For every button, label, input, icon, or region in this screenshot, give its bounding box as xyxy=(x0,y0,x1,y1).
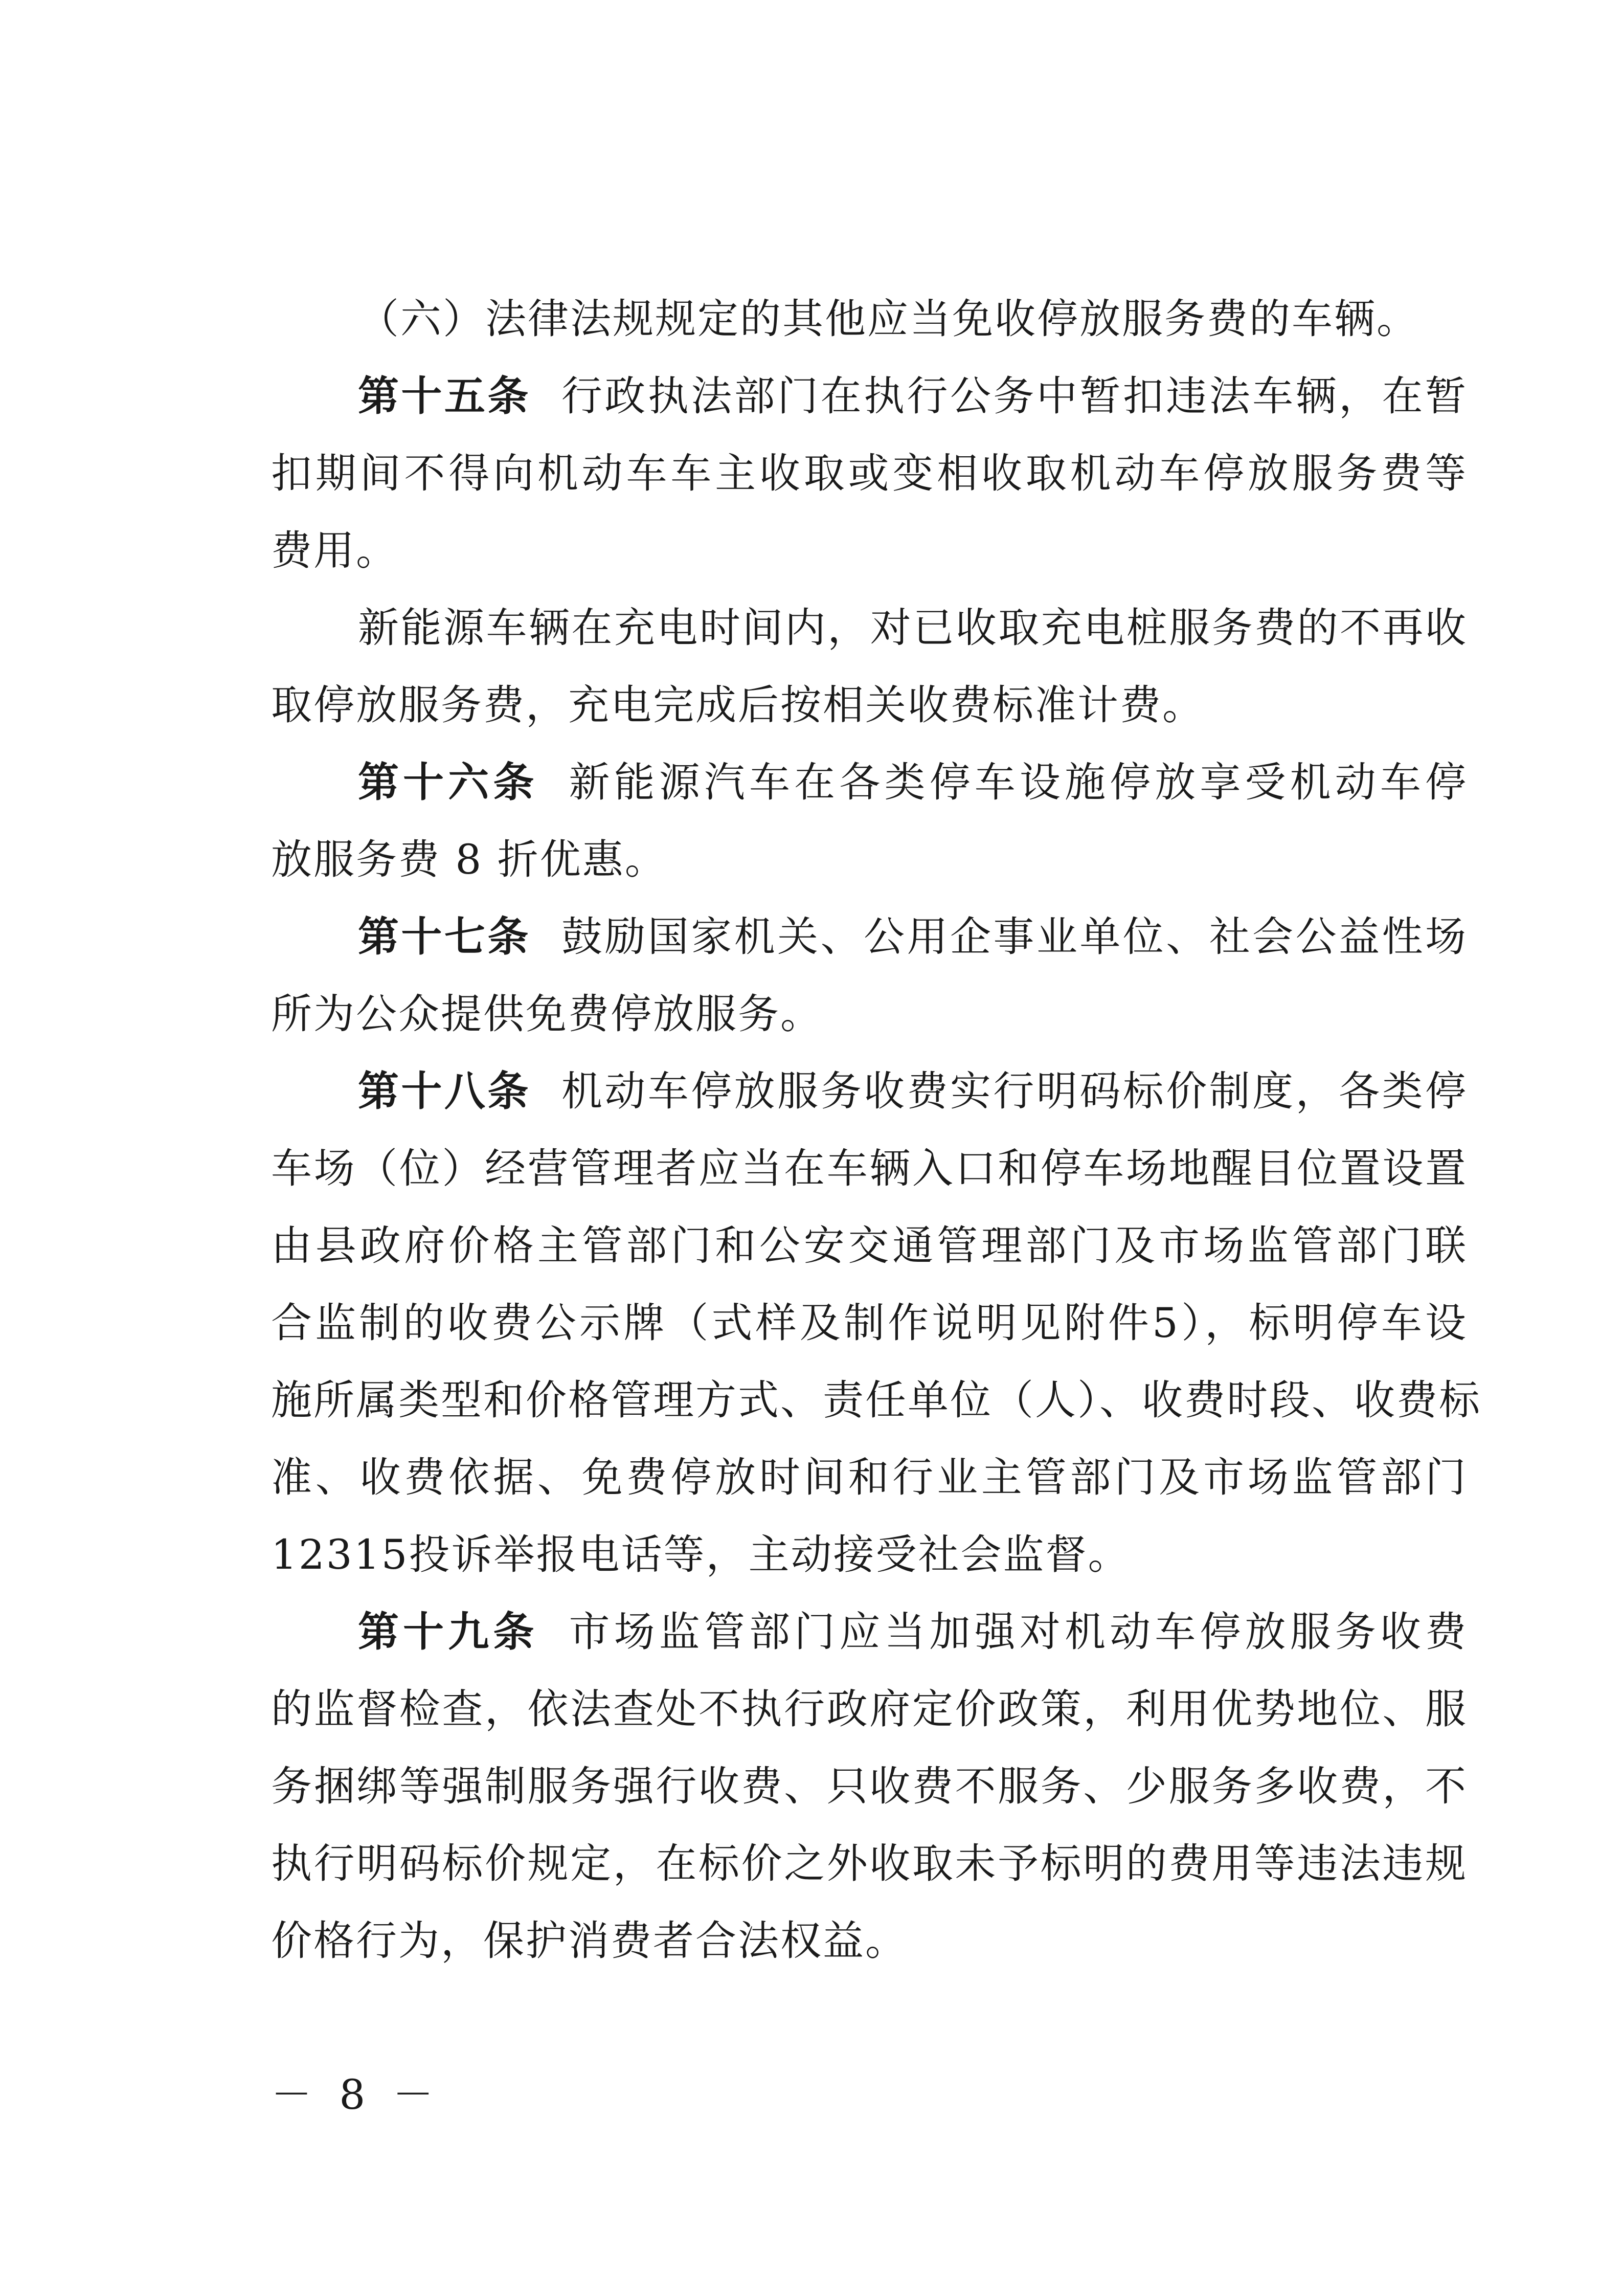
line-text: 12315投诉举报电话等，主动接受社会监督。 xyxy=(271,1531,1131,1578)
line-text: 准、收费依据、免费停放时间和行业主管部门及市场监管部门 xyxy=(271,1454,1468,1501)
line-text: 鼓励国家机关、公用企事业单位、社会公益性场 xyxy=(561,913,1468,961)
text-line xyxy=(271,1053,1468,1130)
article-label: 第十七条 xyxy=(358,913,531,961)
article-label: 第十八条 xyxy=(358,1067,531,1115)
text-line xyxy=(271,1362,1481,1439)
line-text: 价格行为，保护消费者合法权益。 xyxy=(271,1917,908,1965)
line-text: 放服务费 8 折优惠。 xyxy=(271,836,667,883)
text-line xyxy=(271,1748,1468,1825)
line-text: 市场监管部门应当加强对机动车停放服务收费 xyxy=(569,1608,1468,1656)
page-number: － 8 － xyxy=(271,2071,441,2119)
line-text: 机动车停放服务收费实行明码标价制度，各类停 xyxy=(561,1067,1468,1115)
text-line xyxy=(271,1516,1468,1593)
text-line xyxy=(271,821,1468,898)
line-text: 取停放服务费，充电完成后按相关收费标准计费。 xyxy=(271,681,1205,729)
line-text: 施所属类型和价格管理方式、责任单位（人）、收费时段、收费标 xyxy=(271,1376,1481,1424)
text-line xyxy=(271,1130,1468,1207)
text-line xyxy=(271,1670,1468,1748)
text-line xyxy=(271,589,1468,666)
line-text: 所为公众提供免费停放服务。 xyxy=(271,990,823,1038)
line-text: 由县政府价格主管部门和公安交通管理部门及市场监管部门联 xyxy=(271,1222,1468,1269)
article-label: 第十九条 xyxy=(358,1608,538,1656)
line-text: 新能源汽车在各类停车设施停放享受机动车停 xyxy=(569,759,1468,806)
line-text: 车场（位）经营管理者应当在车辆入口和停车场地醒目位置设置 xyxy=(271,1145,1468,1192)
text-line xyxy=(271,1439,1468,1516)
line-text: 合监制的收费公示牌（式样及制作说明见附件5），标明停车设 xyxy=(271,1299,1468,1347)
text-line xyxy=(271,358,1468,435)
text-line xyxy=(271,435,1468,512)
text-line xyxy=(271,512,1468,589)
line-text: 扣期间不得向机动车车主收取或变相收取机动车停放服务费等 xyxy=(271,450,1468,497)
line-text: 行政执法部门在执行公务中暂扣违法车辆，在暂 xyxy=(561,372,1468,420)
body-text xyxy=(271,280,1481,1979)
line-text: 执行明码标价规定，在标价之外收取未予标明的费用等违法违规 xyxy=(271,1840,1468,1887)
text-line xyxy=(271,1825,1468,1902)
line-text: 的监督检查，依法查处不执行政府定价政策，利用优势地位、服 xyxy=(271,1685,1468,1733)
text-line xyxy=(271,744,1468,821)
text-line xyxy=(271,1207,1468,1284)
text-line xyxy=(271,280,1468,358)
line-text: （六）法律法规规定的其他应当免收停放服务费的车辆。 xyxy=(358,295,1419,343)
text-line xyxy=(271,1902,1468,1979)
line-text: 费用。 xyxy=(271,527,398,574)
line-text: 新能源车辆在充电时间内，对已收取充电桩服务费的不再收 xyxy=(358,604,1468,652)
text-line xyxy=(271,666,1468,744)
article-label: 第十六条 xyxy=(358,759,538,806)
text-line xyxy=(271,1284,1468,1362)
text-line xyxy=(271,898,1468,975)
line-text: 务捆绑等强制服务强行收费、只收费不服务、少服务多收费，不 xyxy=(271,1763,1468,1810)
text-line xyxy=(271,975,1468,1053)
article-label: 第十五条 xyxy=(358,372,531,420)
text-line xyxy=(271,1593,1468,1670)
